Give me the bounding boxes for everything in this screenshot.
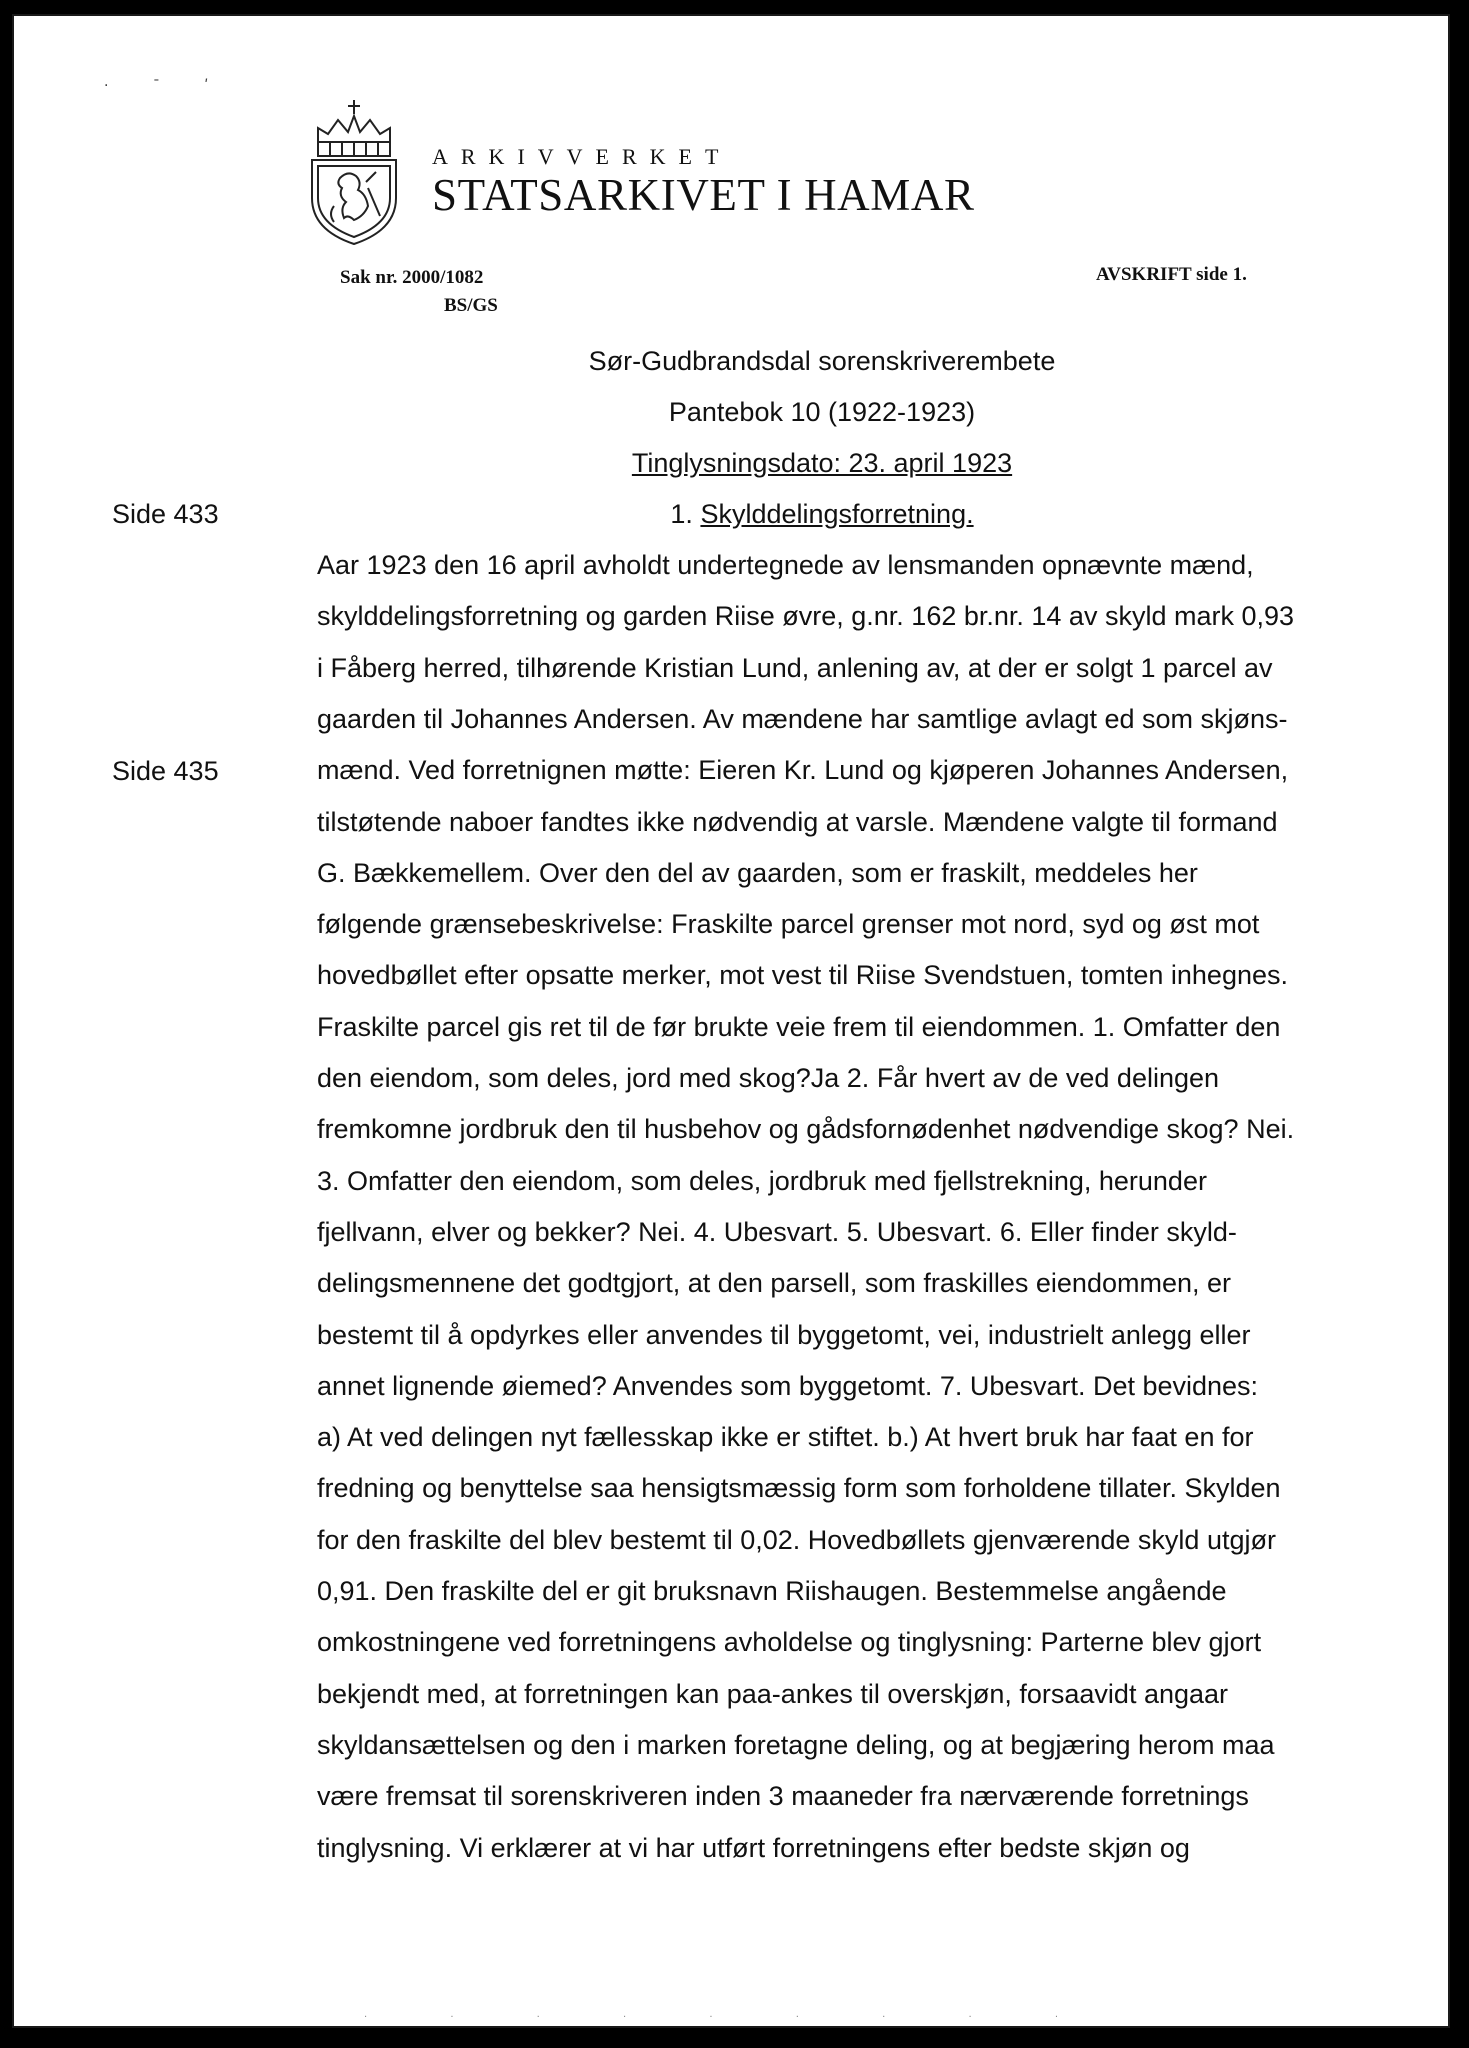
body-line: den eiendom, som deles, jord med skog?Ja 2. Får hvert av de ved delingen [317, 1063, 1220, 1093]
body-line: delingsmennene det godtgjort, at den parsell, som fraskilles eiendommen, er [317, 1268, 1232, 1298]
body-line: Fraskilte parcel gis ret til de før brukte veie frem til eiendommen. 1. Omfatter den [317, 1012, 1281, 1042]
body-line: 0,91. Den fraskilte del er git bruksnavn Riishaugen. Bestemmelse angående [317, 1576, 1227, 1606]
margin-note-side-433: Side 433 [112, 499, 219, 529]
body-line: gaarden til Johannes Andersen. Av mændene har samtlige avlagt ed som skjøns- [317, 704, 1288, 734]
margin-note-side-435: Side 435 [112, 756, 219, 786]
body-line: fremkomne jordbruk den til husbehov og gådsfornødenhet nødvendige skog? Nei. [317, 1114, 1295, 1144]
institution-title: STATSARKIVET I HAMAR [432, 170, 975, 220]
body-line: mænd. Ved forretnignen møtte: Eieren Kr. Lund og kjøperen Johannes Andersen, [317, 755, 1289, 785]
office-heading: Sør-Gudbrandsdal sorenskriverembete [588, 346, 1056, 376]
body-line: skyldansættelsen og den i marken foretagne deling, og at begjæring herom maa [317, 1730, 1275, 1760]
body-line: følgende grænsebeskrivelse: Fraskilte parcel grenser mot nord, syd og øst mot [317, 909, 1260, 939]
body-line: være fremsat til sorenskriveren inden 3 maaneder fra nærværende forretnings [317, 1781, 1249, 1811]
case-reference [340, 264, 498, 320]
body-line: fjellvann, elver og bekker? Nei. 4. Ubesvart. 5. Ubesvart. 6. Eller finder skyld- [317, 1217, 1237, 1247]
body-line: 3. Omfatter den eiendom, som deles, jordbruk med fjellstrekning, herunder [317, 1166, 1207, 1196]
case-number: Sak nr. 2000/1082 [340, 267, 484, 288]
body-line: omkostningene ved forretningens avholdelse og tinglysning: Parterne blev gjort [317, 1627, 1262, 1657]
scan-edge-marks: . . . . . . . . . [363, 2009, 1099, 2020]
body-line: bekjendt med, at forretningen kan paa-ankes til overskjøn, forsaavidt angaar [317, 1679, 1229, 1709]
document-page [12, 14, 1450, 2028]
scan-specks: · ˉ ʹ [104, 78, 229, 94]
body-line: skylddelingsforretning og garden Riise øvre, g.nr. 162 br.nr. 14 av skyld mark 0,93 [317, 601, 1295, 631]
entry-title: Skylddelingsforretning. [700, 499, 974, 529]
body-line: i Fåberg herred, tilhørende Kristian Lund, anlening av, at der er solgt 1 parcel av [317, 653, 1273, 683]
body-line: Aar 1923 den 16 april avholdt undertegnede av lensmanden opnævnte mænd, [317, 550, 1254, 580]
institution-small-caps: ARKIVVERKET [432, 144, 732, 169]
entry-heading [314, 499, 1330, 530]
coat-of-arms-icon [304, 98, 404, 248]
entry-number: 1. [670, 499, 701, 529]
body-line: tinglysning. Vi erklærer at vi har utført forretningens efter bedste skjøn og [317, 1833, 1190, 1863]
body-line: annet lignende øiemed? Anvendes som byggetomt. 7. Ubesvart. Det bevidnes: [317, 1371, 1259, 1401]
book-heading: Pantebok 10 (1922-1923) [668, 397, 976, 427]
registration-date: Tinglysningsdato: 23. april 1923 [631, 448, 1013, 478]
body-line: for den fraskilte del blev bestemt til 0,02. Hovedbøllets gjenværende skyld utgjør [317, 1525, 1276, 1555]
body-line: G. Bækkemellem. Over den del av gaarden, som er fraskilt, meddeles her [317, 858, 1198, 888]
body-line: a) At ved delingen nyt fællesskap ikke er stiftet. b.) At hvert bruk har faat en for [317, 1422, 1254, 1452]
body-line: hovedbøllet efter opsatte merker, mot vest til Riise Svendstuen, tomten inhegnes. [317, 960, 1288, 990]
body-line: fredning og benyttelse saa hensigtsmæssig form som forholdene tillater. Skylden [317, 1473, 1281, 1503]
transcript-page-label: AVSKRIFT side 1. [1096, 264, 1247, 285]
case-initials: BS/GS [444, 295, 498, 316]
body-line: tilstøtende naboer fandtes ikke nødvendig at varsle. Mændene valgte til formand [317, 807, 1278, 837]
body-line: bestemt til å opdyrkes eller anvendes til byggetomt, vei, industrielt anlegg eller [317, 1320, 1251, 1350]
